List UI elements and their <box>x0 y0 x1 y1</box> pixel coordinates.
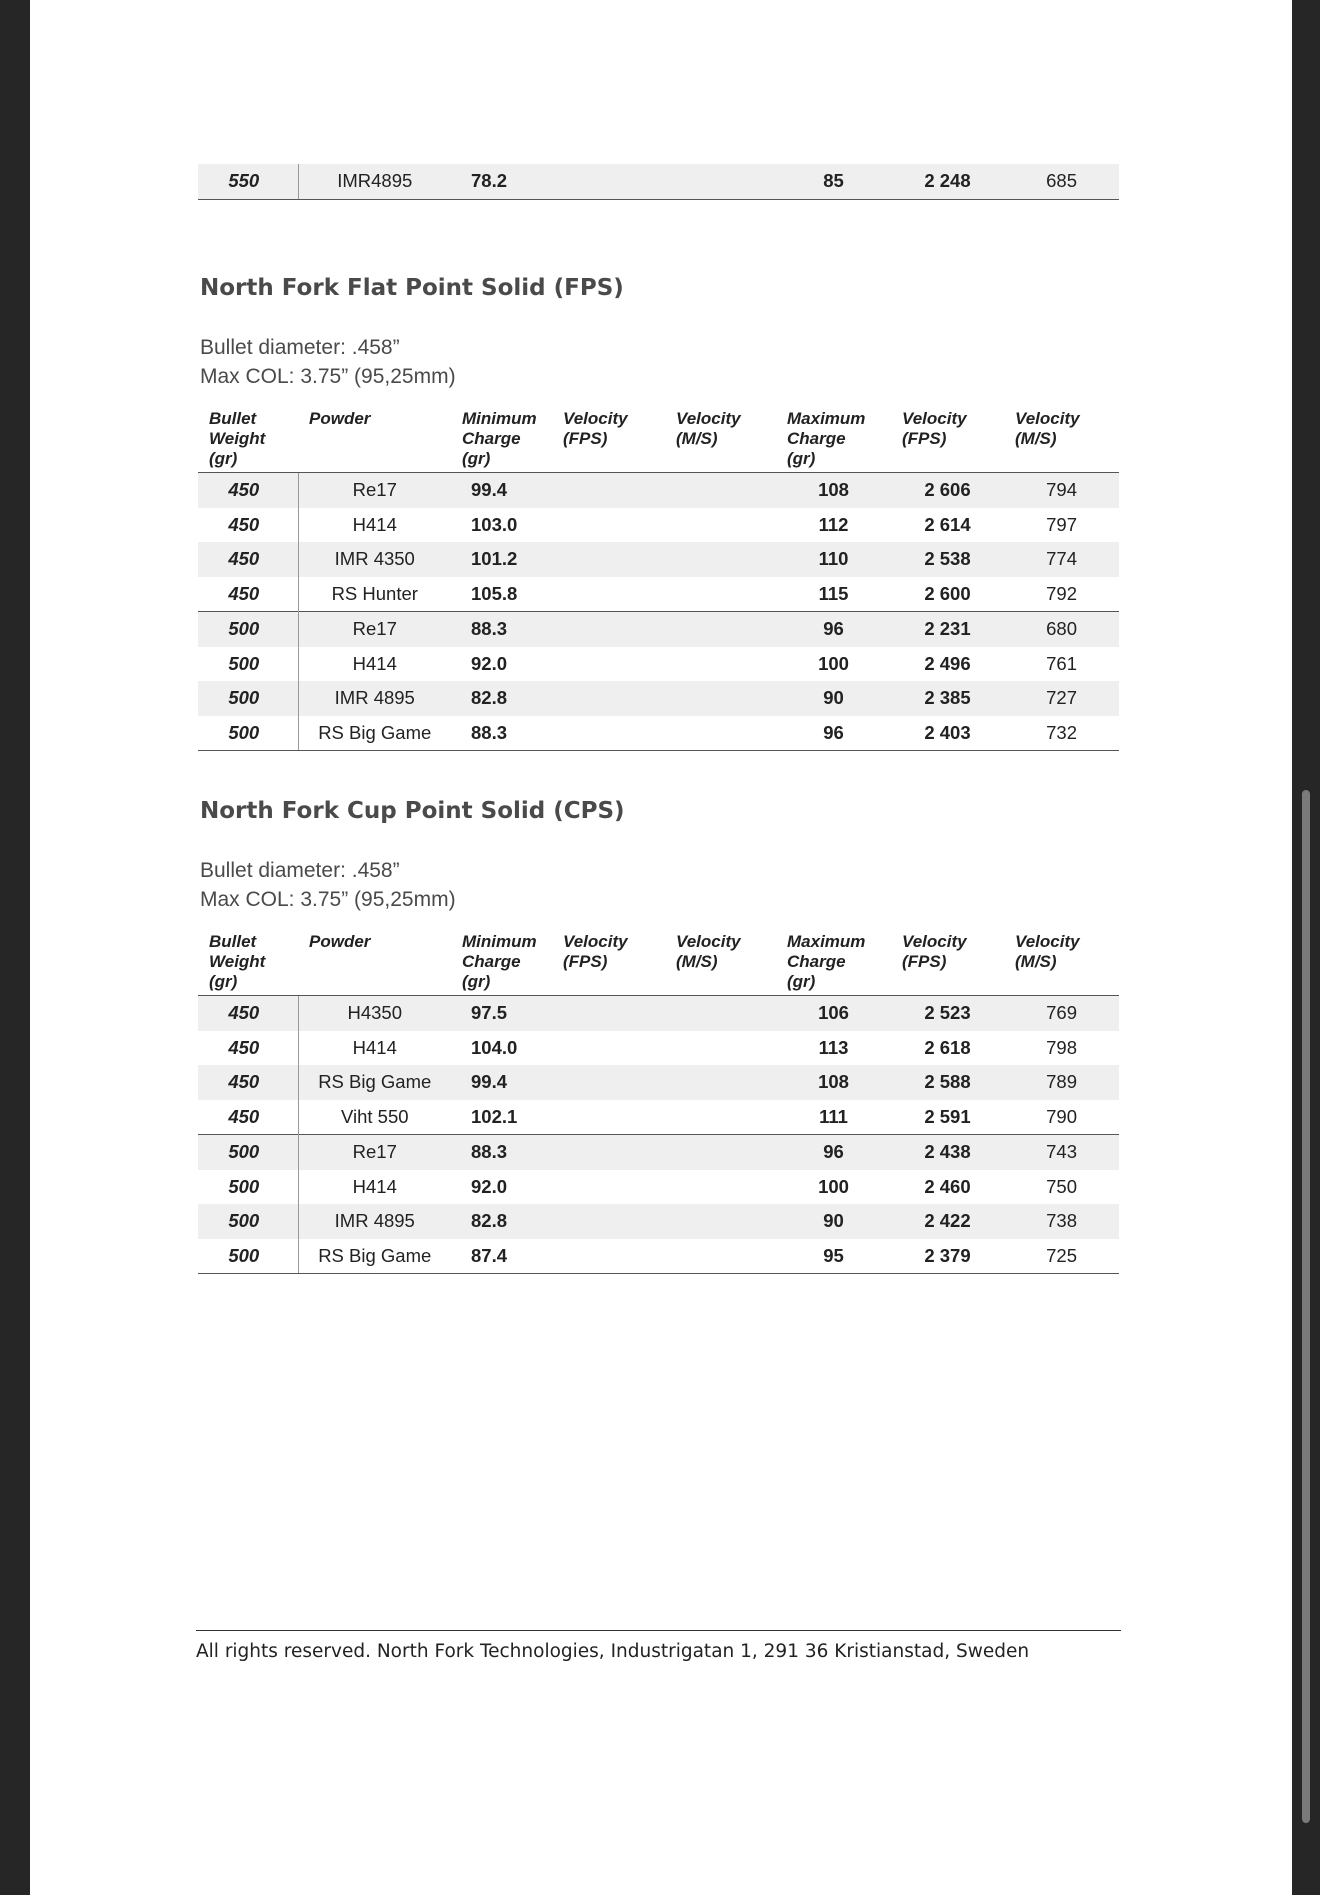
powder-cell: IMR 4895 <box>298 1204 451 1239</box>
bullet-weight-cell: 500 <box>198 612 298 647</box>
powder-cell: H414 <box>298 647 451 682</box>
min-velocity-fps-cell <box>552 577 665 612</box>
table-row <box>198 1204 1119 1239</box>
bullet-weight-header <box>198 928 298 996</box>
powder-header <box>298 928 451 996</box>
min-velocity-ms-cell <box>665 1204 776 1239</box>
section-title-fps: North Fork Flat Point Solid (FPS) <box>200 275 624 301</box>
max-velocity-fps-cell: 2 591 <box>924 1105 971 1127</box>
header-line: Charge <box>462 952 521 971</box>
header-line: Charge <box>462 429 521 448</box>
min-velocity-ms-header <box>665 928 776 996</box>
max-velocity-fps-cell: 2 496 <box>924 652 971 674</box>
max-charge-cell: 95 <box>776 1239 891 1274</box>
min-velocity-fps-cell <box>552 681 665 716</box>
header-line: Charge <box>787 429 846 448</box>
max-velocity-fps-cell: 2 618 <box>924 1036 971 1058</box>
header-line: (M/S) <box>676 952 718 971</box>
max-velocity-ms-cell: 798 <box>1046 1036 1077 1058</box>
min-velocity-fps-cell <box>552 473 665 508</box>
header-line: Velocity <box>902 932 967 951</box>
max-velocity-ms-header <box>1004 405 1119 473</box>
min-charge-cell: 88.3 <box>451 716 552 751</box>
max-velocity-fps-cell: 2 385 <box>891 681 1004 716</box>
min-charge-cell: 97.5 <box>451 996 552 1031</box>
header-line: (gr) <box>209 972 238 991</box>
header-line: (FPS) <box>902 429 947 448</box>
powder-cell: IMR 4350 <box>298 542 451 577</box>
min-charge-cell: 103.0 <box>471 513 518 535</box>
max-velocity-fps-cell: 2 379 <box>891 1239 1004 1274</box>
powder-cell: H414 <box>298 508 451 543</box>
min-charge-cell: 99.4 <box>451 473 552 508</box>
max-velocity-fps-header <box>891 405 1004 473</box>
powder-cell: H414 <box>298 1170 451 1205</box>
document-page <box>30 0 1292 1895</box>
max-velocity-fps-cell: 2 422 <box>891 1204 1004 1239</box>
min-velocity-fps-cell <box>552 1065 665 1100</box>
load-table-fps <box>198 405 1119 751</box>
max-charge-cell: 96 <box>776 612 891 647</box>
powder-header <box>298 405 451 473</box>
min-charge-cell: 99.4 <box>451 1065 552 1100</box>
powder-cell: IMR 4895 <box>298 681 451 716</box>
max-velocity-ms-cell: 789 <box>1004 1065 1119 1100</box>
max-charge-cell: 90 <box>776 1204 891 1239</box>
max-charge-cell: 96 <box>776 1135 891 1170</box>
min-velocity-ms-cell <box>665 647 776 682</box>
table-row <box>198 508 1119 543</box>
max-velocity-fps-cell: 2 538 <box>891 542 1004 577</box>
bullet-weight-cell: 500 <box>228 652 260 674</box>
max-velocity-fps-cell: 2 523 <box>891 996 1004 1031</box>
max-velocity-fps-cell: 2 248 <box>891 164 1004 199</box>
table-row <box>198 1135 1119 1170</box>
max-velocity-ms-cell: 725 <box>1004 1239 1119 1274</box>
bullet-weight-cell: 500 <box>198 1204 298 1239</box>
max-velocity-ms-header <box>1004 928 1119 996</box>
max-velocity-fps-header <box>891 928 1004 996</box>
max-velocity-ms-cell: 738 <box>1004 1204 1119 1239</box>
header-line: (gr) <box>787 972 816 991</box>
header-line: Bullet <box>209 409 257 428</box>
max-velocity-ms-cell: 774 <box>1004 542 1119 577</box>
bullet-weight-cell: 450 <box>228 582 260 604</box>
max-charge-cell: 108 <box>776 1065 891 1100</box>
min-velocity-fps-cell <box>552 1170 665 1205</box>
min-velocity-ms-cell <box>665 542 776 577</box>
min-velocity-fps-cell <box>552 1204 665 1239</box>
header-line: Charge <box>787 952 846 971</box>
max-velocity-fps-cell: 2 588 <box>891 1065 1004 1100</box>
min-velocity-fps-cell <box>552 542 665 577</box>
max-charge-cell: 90 <box>776 681 891 716</box>
max-charge-cell: 110 <box>776 542 891 577</box>
header-line: Velocity <box>902 409 967 428</box>
min-charge-cell: 88.3 <box>451 612 552 647</box>
header-line: (gr) <box>462 449 491 468</box>
max-charge-header <box>776 405 891 473</box>
header-line: Maximum <box>787 932 866 951</box>
section-title-cps: North Fork Cup Point Solid (CPS) <box>200 798 625 824</box>
max-charge-cell: 100 <box>818 1175 849 1197</box>
min-charge-cell: 101.2 <box>451 542 552 577</box>
bullet-weight-cell: 450 <box>198 1065 298 1100</box>
table-row <box>198 1031 1119 1066</box>
powder-cell: RS Big Game <box>298 716 451 751</box>
min-velocity-ms-cell <box>665 1170 776 1205</box>
max-velocity-ms-cell: 769 <box>1004 996 1119 1031</box>
table-row <box>198 542 1119 577</box>
bullet-weight-header <box>198 405 298 473</box>
min-charge-header <box>451 405 552 473</box>
bullet-weight-cell: 450 <box>228 1036 260 1058</box>
max-velocity-ms-cell: 794 <box>1004 473 1119 508</box>
min-velocity-ms-cell <box>665 1031 776 1066</box>
max-col-fps: Max COL: 3.75” (95,25mm) <box>200 365 456 388</box>
header-line: (gr) <box>787 449 816 468</box>
max-velocity-fps-cell: 2 600 <box>924 582 971 604</box>
table-row <box>198 1239 1119 1274</box>
max-velocity-ms-cell: 761 <box>1046 652 1077 674</box>
header-line: Maximum <box>787 409 866 428</box>
max-charge-cell: 111 <box>819 1105 848 1127</box>
powder-cell: Re17 <box>298 1135 451 1170</box>
header-line: (FPS) <box>902 952 947 971</box>
min-velocity-fps-cell <box>552 996 665 1031</box>
header-line: Bullet <box>209 932 257 951</box>
min-velocity-ms-cell <box>665 716 776 751</box>
min-velocity-ms-cell <box>665 1100 776 1135</box>
table-row <box>198 577 1119 612</box>
header-line: Powder <box>309 932 371 951</box>
bullet-weight-cell: 500 <box>198 1239 298 1274</box>
header-line: Velocity <box>563 409 628 428</box>
header-line: Velocity <box>1015 932 1080 951</box>
previous-load-table <box>198 164 1119 200</box>
max-velocity-fps-cell: 2 460 <box>924 1175 971 1197</box>
min-charge-cell: 88.3 <box>451 1135 552 1170</box>
header-line: (gr) <box>462 972 491 991</box>
table-row <box>198 473 1119 508</box>
min-charge-cell: 87.4 <box>451 1239 552 1274</box>
max-velocity-ms-cell: 750 <box>1046 1175 1077 1197</box>
max-velocity-fps-cell: 2 438 <box>891 1135 1004 1170</box>
bullet-weight-cell: 450 <box>198 542 298 577</box>
min-velocity-ms-cell <box>665 681 776 716</box>
min-charge-cell: 92.0 <box>471 1175 508 1197</box>
load-table-cps <box>198 928 1119 1274</box>
powder-cell: Viht 550 <box>298 1100 451 1135</box>
max-charge-cell: 85 <box>776 164 891 199</box>
footer-text: All rights reserved. North Fork Technologies, Industrigatan 1, 291 36 Kristianstad, Sweden <box>196 1641 1030 1662</box>
min-velocity-fps-cell <box>552 612 665 647</box>
header-line: Minimum <box>462 932 537 951</box>
max-velocity-fps-cell: 2 614 <box>924 513 971 535</box>
footer-divider <box>196 1630 1121 1631</box>
max-velocity-ms-cell: 727 <box>1004 681 1119 716</box>
bullet-diameter-fps: Bullet diameter: .458” <box>200 336 400 359</box>
max-velocity-ms-cell: 743 <box>1004 1135 1119 1170</box>
max-charge-cell: 115 <box>818 582 849 604</box>
min-velocity-fps-cell <box>552 1100 665 1135</box>
powder-cell: RS Hunter <box>298 577 451 612</box>
header-line: (gr) <box>209 449 238 468</box>
powder-cell: H4350 <box>298 996 451 1031</box>
bullet-weight-cell: 500 <box>198 681 298 716</box>
powder-cell: RS Big Game <box>298 1239 451 1274</box>
min-velocity-ms-cell <box>665 473 776 508</box>
min-charge-cell: 102.1 <box>471 1105 518 1127</box>
max-velocity-fps-cell: 2 606 <box>891 473 1004 508</box>
bullet-weight-cell: 550 <box>198 164 298 199</box>
min-velocity-ms-cell <box>665 612 776 647</box>
header-line: Weight <box>209 429 266 448</box>
header-line: (M/S) <box>676 429 718 448</box>
min-velocity-fps-cell <box>552 1135 665 1170</box>
scrollbar-thumb[interactable] <box>1302 790 1310 1823</box>
min-velocity-fps-header <box>552 405 665 473</box>
min-velocity-ms-cell <box>665 577 776 612</box>
header-line: Weight <box>209 952 266 971</box>
min-velocity-ms-cell <box>665 1065 776 1100</box>
min-velocity-fps-cell <box>552 716 665 751</box>
min-charge-cell: 105.8 <box>471 582 518 604</box>
bullet-diameter-cps: Bullet diameter: .458” <box>200 859 400 882</box>
min-velocity-fps-cell <box>552 647 665 682</box>
min-charge-header <box>451 928 552 996</box>
max-charge-cell: 96 <box>776 716 891 751</box>
min-charge-cell: 104.0 <box>471 1036 518 1058</box>
header-line: Velocity <box>676 409 741 428</box>
bullet-weight-cell: 500 <box>198 1135 298 1170</box>
min-velocity-fps-cell <box>552 164 665 199</box>
min-velocity-fps-cell <box>552 1239 665 1274</box>
powder-cell: Re17 <box>298 473 451 508</box>
min-velocity-ms-cell <box>665 996 776 1031</box>
max-charge-header <box>776 928 891 996</box>
table-row <box>198 996 1119 1031</box>
bullet-weight-cell: 500 <box>228 1175 260 1197</box>
min-velocity-ms-cell <box>665 164 776 199</box>
header-line: Velocity <box>676 932 741 951</box>
header-line: (M/S) <box>1015 952 1057 971</box>
bullet-weight-cell: 450 <box>198 473 298 508</box>
max-col-cps: Max COL: 3.75” (95,25mm) <box>200 888 456 911</box>
min-charge-cell: 82.8 <box>451 1204 552 1239</box>
max-charge-cell: 112 <box>818 513 849 535</box>
bullet-weight-cell: 500 <box>198 716 298 751</box>
max-charge-cell: 106 <box>776 996 891 1031</box>
table-row <box>198 681 1119 716</box>
min-charge-cell: 92.0 <box>471 652 508 674</box>
bullet-weight-cell: 450 <box>228 513 260 535</box>
max-charge-cell: 100 <box>818 652 849 674</box>
min-velocity-ms-cell <box>665 508 776 543</box>
table-row <box>198 716 1119 751</box>
bullet-weight-cell: 450 <box>228 1105 260 1127</box>
max-charge-cell: 113 <box>818 1036 849 1058</box>
header-line: Velocity <box>1015 409 1080 428</box>
header-line: Powder <box>309 409 371 428</box>
min-velocity-ms-header <box>665 405 776 473</box>
max-velocity-ms-cell: 792 <box>1046 582 1077 604</box>
table-row <box>198 164 1119 199</box>
table-row <box>198 1170 1119 1205</box>
table-row <box>198 1065 1119 1100</box>
max-velocity-ms-cell: 797 <box>1046 513 1077 535</box>
table-row <box>198 612 1119 647</box>
table-row <box>198 1100 1119 1135</box>
table-row <box>198 647 1119 682</box>
powder-cell: Re17 <box>298 612 451 647</box>
min-velocity-fps-header <box>552 928 665 996</box>
max-velocity-ms-cell: 790 <box>1046 1105 1077 1127</box>
header-line: Velocity <box>563 932 628 951</box>
max-velocity-ms-cell: 680 <box>1004 612 1119 647</box>
max-velocity-fps-cell: 2 403 <box>891 716 1004 751</box>
min-velocity-fps-cell <box>552 508 665 543</box>
powder-cell: RS Big Game <box>298 1065 451 1100</box>
header-line: (FPS) <box>563 952 608 971</box>
header-line: (M/S) <box>1015 429 1057 448</box>
max-charge-cell: 108 <box>776 473 891 508</box>
powder-cell: H414 <box>298 1031 451 1066</box>
max-velocity-ms-cell: 732 <box>1004 716 1119 751</box>
min-velocity-ms-cell <box>665 1135 776 1170</box>
powder-cell: IMR4895 <box>298 164 451 199</box>
header-line: Minimum <box>462 409 537 428</box>
max-velocity-ms-cell: 685 <box>1004 164 1119 199</box>
min-velocity-ms-cell <box>665 1239 776 1274</box>
min-charge-cell: 78.2 <box>451 164 552 199</box>
min-velocity-fps-cell <box>552 1031 665 1066</box>
header-line: (FPS) <box>563 429 608 448</box>
bullet-weight-cell: 450 <box>198 996 298 1031</box>
min-charge-cell: 82.8 <box>451 681 552 716</box>
max-velocity-fps-cell: 2 231 <box>891 612 1004 647</box>
